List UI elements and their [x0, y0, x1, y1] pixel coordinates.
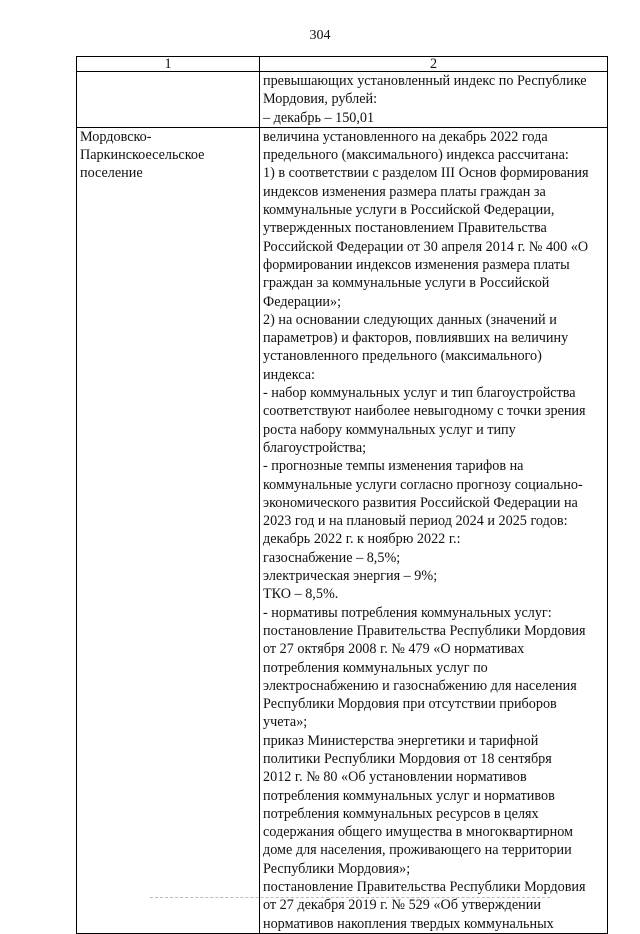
text-line: постановление Правительства Республики Мордовия [263, 622, 586, 639]
text-line: от 27 декабря 2019 г. № 529 «Об утверждении [263, 897, 541, 914]
text-line: потребления коммунальных услуг по [263, 659, 488, 676]
text-line: индекса: [263, 366, 315, 383]
text-line: постановление Правительства Республики Мордовия [263, 879, 586, 896]
index-table [76, 56, 608, 934]
text-line: превышающих установленный индекс по Республике [263, 73, 587, 89]
text-line: коммунальные услуги согласно прогнозу социально- [263, 476, 583, 493]
text-line: газоснабжение – 8,5%; [263, 549, 401, 566]
table-row-continued [77, 72, 608, 128]
scan-bottom-edge [150, 897, 550, 898]
text-line: Федерации»; [263, 293, 342, 310]
settlement-name-cell [77, 127, 260, 933]
continued-row-col1 [77, 72, 260, 128]
text-line: благоустройства; [263, 439, 367, 456]
text-line: формировании индексов изменения размера платы [263, 256, 570, 273]
text-line: Республики Мордовия при отсутствии приборов [263, 696, 557, 713]
text-line: экономического развития Российской Федерации на [263, 494, 578, 511]
settlement-name-line: сельское поселение [80, 147, 205, 182]
text-line: 2023 год и на плановый период 2024 и 2025 годов: [263, 513, 568, 530]
text-line: содержания общего имущества в многоквартирном [263, 824, 574, 841]
text-line: предельного (максимального) индекса рассчитана: [263, 147, 569, 164]
text-line: учета»; [263, 714, 308, 731]
text-line: - набор коммунальных услуг и тип благоустройства [263, 385, 576, 402]
text-line: индексов изменения размера платы граждан за [263, 183, 546, 200]
text-line: установленного предельного (максимального) [263, 348, 542, 365]
text-line: 2) на основании следующих данных (значений и [263, 311, 557, 328]
text-line: ТКО – 8,5%. [263, 586, 339, 603]
settlement-description-cell [260, 127, 608, 933]
text-line: приказ Министерства энергетики и тарифной [263, 732, 539, 749]
text-line: нормативов накопления твердых коммунальных [263, 915, 554, 932]
text-line: декабрь 2022 г. к ноябрю 2022 г.: [263, 531, 461, 548]
continued-row-col2 [260, 72, 608, 128]
text-line: Мордовия, рублей: [263, 91, 378, 108]
column-header-1: 1 [77, 57, 260, 72]
text-line: величина установленного на декабрь 2022 года [263, 128, 548, 145]
text-line: коммунальные услуги в Российской Федерации, [263, 202, 555, 219]
text-line: 1) в соответствии с разделом III Основ формирования [263, 165, 589, 182]
text-line: 2012 г. № 80 «Об установлении нормативов [263, 769, 527, 786]
text-line: доме для населения, проживающего на территории [263, 842, 572, 859]
text-line: - нормативы потребления коммунальных услуг: [263, 604, 552, 621]
text-line: потребления коммунальных ресурсов в целях [263, 805, 539, 822]
table-row-settlement [77, 127, 608, 933]
text-line: электроснабжению и газоснабжению для населения [263, 677, 577, 694]
text-line: граждан за коммунальные услуги в Российской [263, 275, 550, 292]
table-header-row [77, 57, 608, 72]
text-line: Республики Мордовия»; [263, 860, 411, 877]
settlement-name-line: Мордовско-Паркинское [80, 128, 153, 164]
column-header-2: 2 [260, 57, 608, 72]
text-line: параметров) и факторов, повлиявших на величину [263, 330, 569, 347]
text-line: политики Республики Мордовия от 18 сентября [263, 750, 552, 767]
text-line: от 27 октября 2008 г. № 479 «О нормативах [263, 641, 525, 658]
text-line: роста набору коммунальных услуг и типу [263, 421, 516, 438]
text-line: – декабрь – 150,01 [263, 109, 375, 126]
page-number: 304 [309, 28, 331, 43]
text-line: потребления коммунальных услуг и нормативов [263, 787, 555, 804]
text-line: электрическая энергия – 9%; [263, 568, 438, 585]
text-line: Российской Федерации от 30 апреля 2014 г. № 400 «О [263, 238, 589, 255]
text-line: соответствуют наиболее невыгодному с точки зрения [263, 403, 586, 420]
text-line: - прогнозные темпы изменения тарифов на [263, 458, 524, 475]
text-line: утвержденных постановлением Правительства [263, 220, 547, 237]
